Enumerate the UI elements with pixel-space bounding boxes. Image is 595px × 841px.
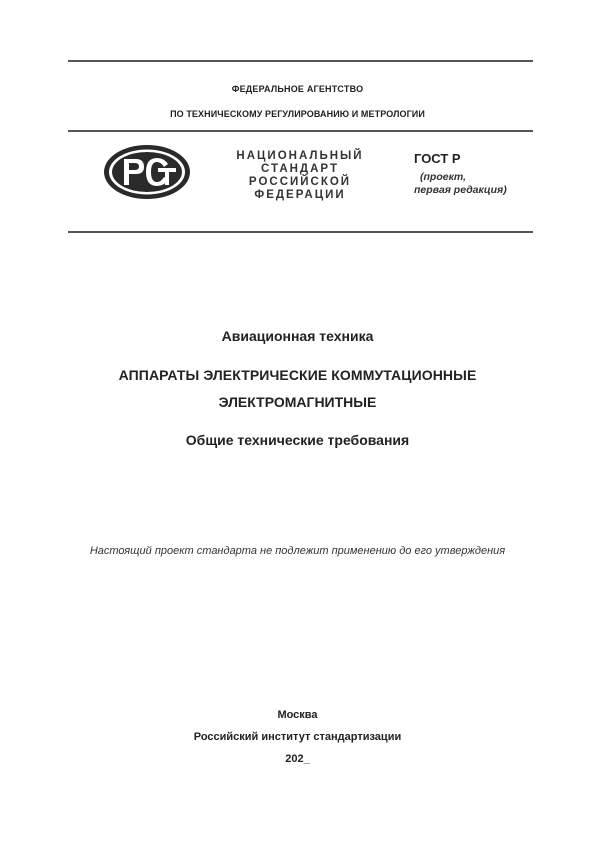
document-title-line1: АППАРАТЫ ЭЛЕКТРИЧЕСКИЕ КОММУТАЦИОННЫЕ [118, 367, 477, 383]
draft-note-line1: (проект, [420, 171, 467, 183]
draft-notice: Настоящий проект стандарта не подлежит применению до его утверждения [89, 545, 506, 557]
standard-designation: ГОСТ Р [414, 151, 461, 166]
block-separator-rule [68, 231, 533, 233]
national-line-1: НАЦИОНАЛЬНЫЙ [236, 150, 364, 162]
publisher-name: Российский институт стандартизации [193, 731, 402, 743]
national-line-2: СТАНДАРТ [261, 163, 339, 175]
national-line-4: ФЕДЕРАЦИИ [254, 189, 346, 201]
agency-name-line2: ПО ТЕХНИЧЕСКОМУ РЕГУЛИРОВАНИЮ И МЕТРОЛОГИИ [170, 109, 425, 119]
document-subtitle: Общие технические требования [185, 432, 410, 448]
top-rule [68, 60, 533, 62]
publication-city: Москва [277, 709, 318, 721]
draft-note-line2: первая редакция) [414, 184, 507, 196]
national-line-3: РОССИЙСКОЙ [248, 176, 352, 188]
publication-year: 202_ [285, 753, 310, 765]
document-title-line2: ЭЛЕКТРОМАГНИТНЫЕ [218, 394, 377, 410]
document-subject: Авиационная техника [221, 328, 374, 344]
rst-logo-icon [102, 143, 192, 201]
draft-note [414, 171, 507, 197]
header-separator-rule [68, 130, 533, 132]
national-standard-label [222, 150, 378, 202]
agency-name-line1: ФЕДЕРАЛЬНОЕ АГЕНТСТВО [231, 84, 364, 94]
